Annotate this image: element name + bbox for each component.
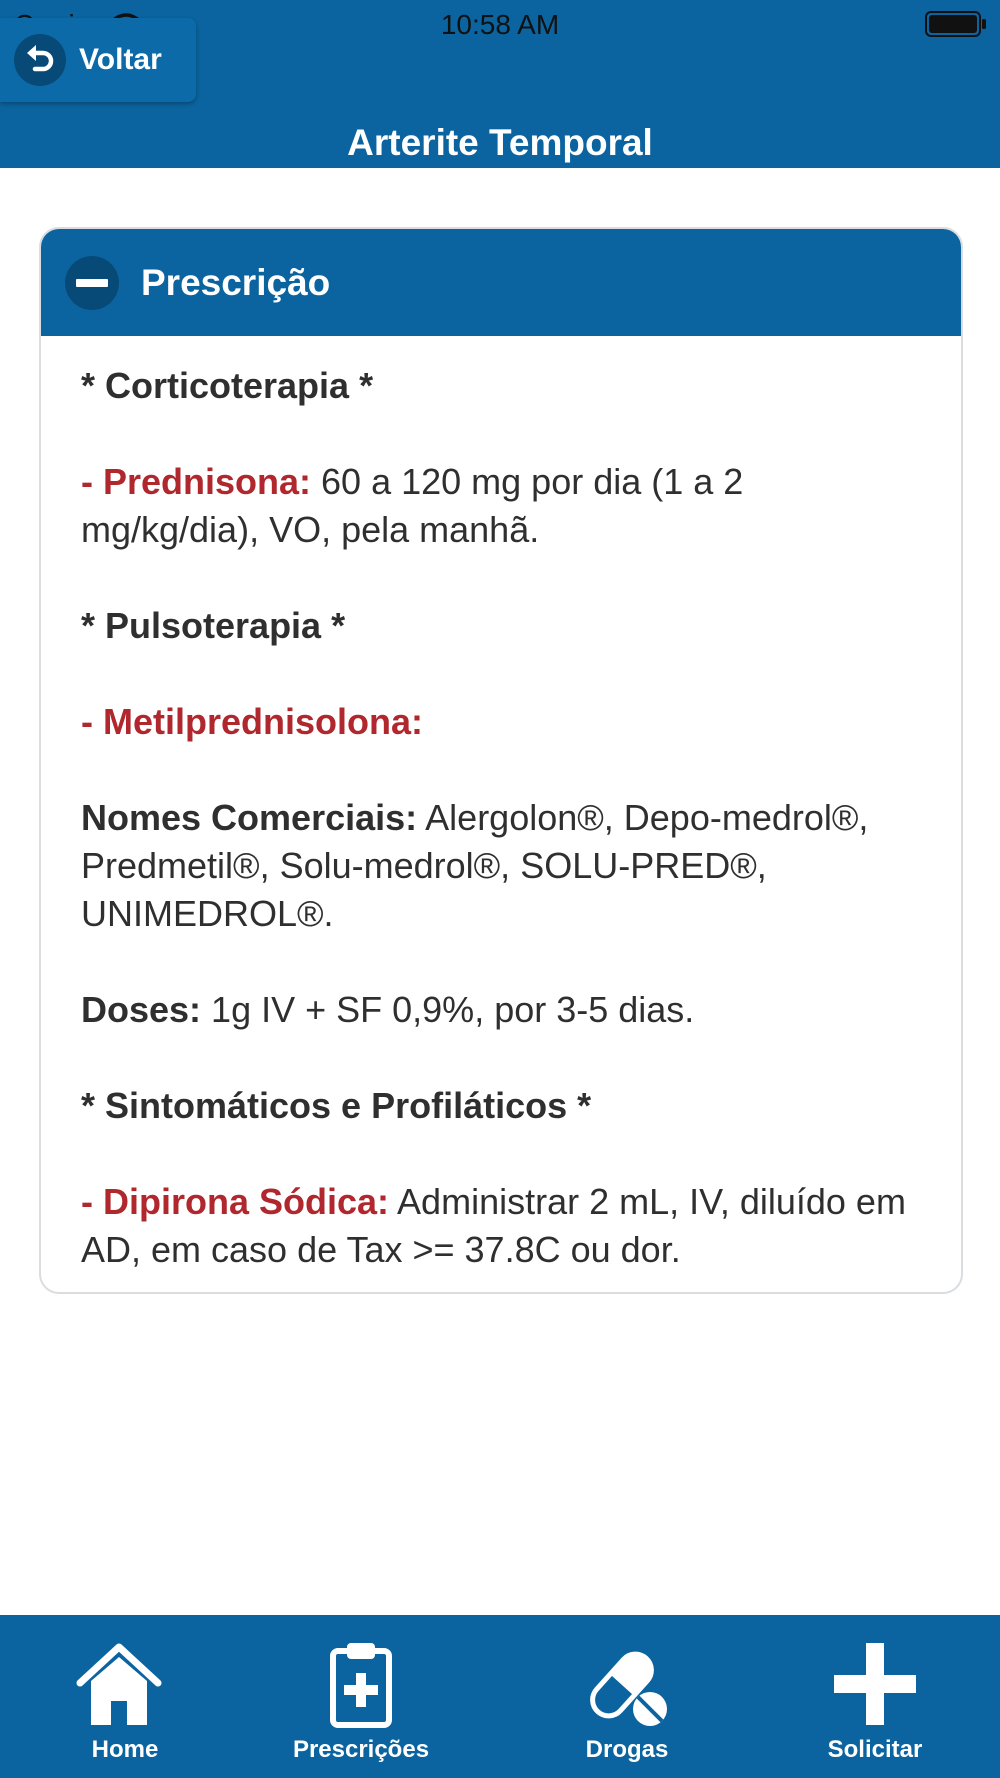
nomes-comerciais-entry (81, 794, 921, 938)
clock: 10:58 AM (440, 9, 560, 40)
tab-home[interactable] (0, 1615, 250, 1778)
field-value: Alergolon®, Depo-medrol®, Predmetil®, Solu-medrol®, SOLU-PRED®, UNIMEDROL®. (81, 797, 869, 934)
minus-icon (65, 256, 119, 310)
tab-drogas[interactable] (502, 1615, 752, 1778)
back-button[interactable] (0, 18, 196, 102)
corticoterapia-heading (81, 362, 921, 410)
tab-label: Home (91, 1736, 159, 1763)
prescription-content (41, 336, 961, 1274)
pill-icon (582, 1639, 672, 1729)
tab-prescricoes[interactable] (236, 1615, 486, 1778)
plus-icon (830, 1639, 920, 1729)
back-arrow-icon (14, 34, 66, 86)
metilprednisolona-entry (81, 698, 921, 746)
drug-dosage: Administrar 2 mL, IV, diluído em AD, em caso de Tax >= 37.8C ou dor. (81, 1181, 906, 1270)
tab-label: Prescrições (292, 1736, 430, 1763)
tab-label: Drogas (585, 1736, 669, 1763)
pulsoterapia-heading (81, 602, 921, 650)
field-value: 1g IV + SF 0,9%, por 3-5 dias. (201, 989, 695, 1030)
tab-bar (0, 1615, 1000, 1778)
dipirona-entry (81, 1178, 921, 1274)
field-label: Doses: (81, 989, 202, 1030)
header (0, 0, 1000, 168)
prescription-accordion (39, 227, 963, 1294)
battery-icon (925, 10, 987, 38)
accordion-title: Prescrição (141, 261, 331, 303)
sintomaticos-heading (81, 1082, 921, 1130)
home-icon (74, 1639, 164, 1729)
field-label: Nomes Comerciais: (81, 797, 418, 838)
tab-solicitar[interactable] (750, 1615, 1000, 1778)
section-heading: * Sintomáticos e Profiláticos * (81, 1085, 592, 1126)
back-label: Voltar (79, 43, 162, 76)
section-heading: * Corticoterapia * (81, 365, 374, 406)
clipboard-plus-icon (316, 1639, 406, 1729)
tab-label: Solicitar (827, 1736, 923, 1763)
drug-dosage: 60 a 120 mg por dia (1 a 2 mg/kg/dia), VO, pela manhã. (81, 461, 744, 550)
prednisona-entry (81, 458, 921, 554)
section-heading: * Pulsoterapia * (81, 605, 346, 646)
page-title: Arterite Temporal (347, 122, 653, 163)
drug-name: - Metilprednisolona: (81, 701, 423, 742)
doses-entry (81, 986, 921, 1034)
drug-name: - Prednisona: (81, 461, 312, 502)
accordion-header[interactable] (41, 229, 961, 336)
drug-name: - Dipirona Sódica: (81, 1181, 390, 1222)
